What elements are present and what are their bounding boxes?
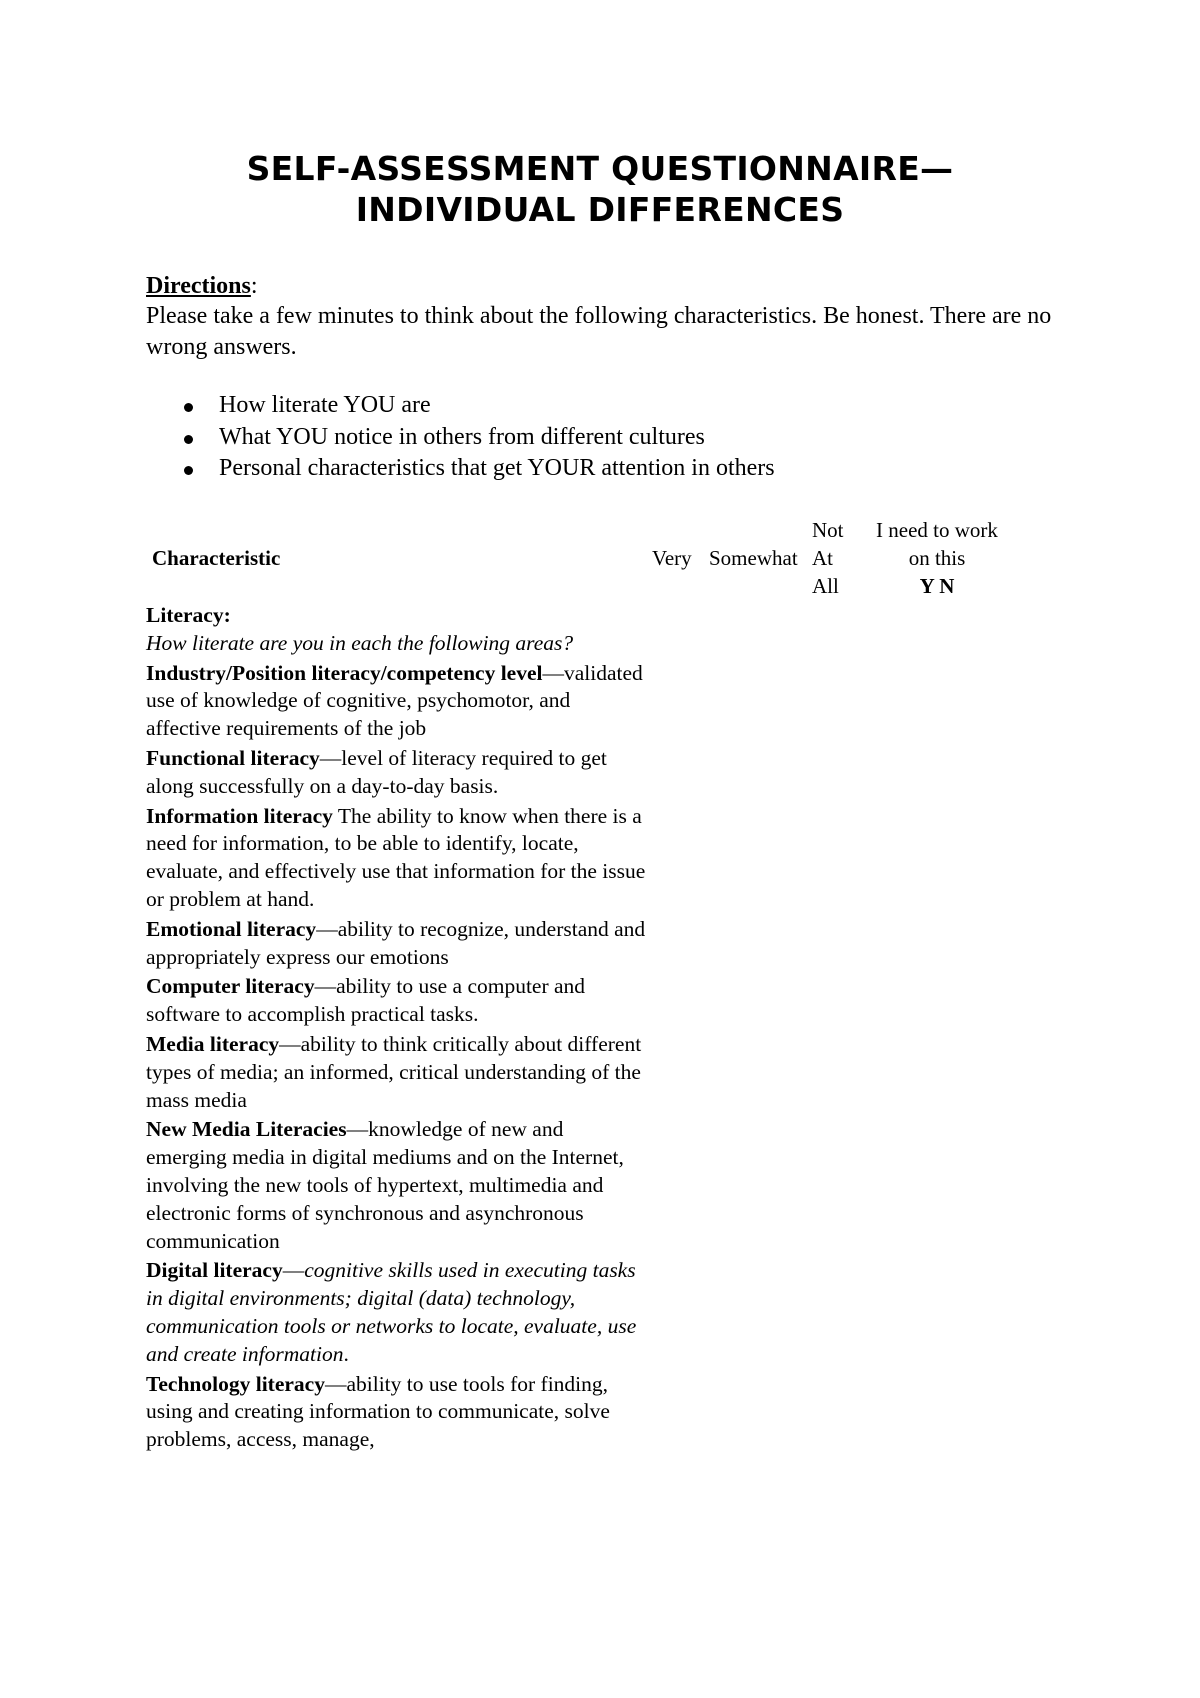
item-description: cognitive skills used in executing tasks in digital environments; digital (data) technology, communication tools or networks to locate, evaluate, use and create information [146,1258,637,1366]
item-description: level of literacy required to get along successfully on a day-to-day basis. [146,745,607,798]
item-term: Media literacy [146,1031,280,1056]
item-dash: — [279,1031,301,1056]
header-work-yes-no: Y N [919,574,955,598]
header-not-line-1: Not [812,518,844,542]
list-item [146,803,646,914]
header-work-line-1: I need to work [876,518,998,542]
title-line-1: SELF-ASSESSMENT QUESTIONNAIRE— [246,149,954,188]
item-dash: — [542,660,564,685]
bullet-dot-icon [184,435,193,444]
list-item [146,1371,646,1454]
item-term: Computer literacy [146,974,315,999]
directions-heading [146,271,258,301]
item-description: validated use of knowledge of cognitive, psychomotor, and affective requirements of the job [146,660,643,741]
list-item [146,1116,646,1255]
item-term: Industry/Position literacy/competency level [146,660,543,685]
item-dash: — [316,916,338,941]
item-description: The ability to know when there is a need for information, to be able to identify, locate, evaluate, and effectively use that information for the issue or problem at hand. [146,803,646,911]
page-title [0,148,1200,230]
bullet-text: What YOU notice in others from different cultures [219,423,705,450]
category-subtitle: How literate are you in each the following areas? [146,630,574,655]
item-term: Digital literacy [146,1258,283,1283]
item-dash: — [346,1117,369,1142]
item-term: Functional literacy [146,745,320,770]
item-description: ability to use tools for finding, using and creating information to communicate, solve problems, access, manage, [146,1371,610,1452]
item-term: New Media Literacies [146,1117,347,1142]
item-dash: — [324,1371,347,1396]
header-not-at-all [812,516,860,600]
header-characteristic: Characteristic [152,546,281,570]
directions-colon: : [250,273,258,299]
item-description: knowledge of new and emerging media in digital mediums and on the Internet, involving the new tools of hypertext, multimedia and electronic forms of synchronous and asynchronous communication [146,1117,624,1253]
item-term: Emotional literacy [146,916,317,941]
list-item [146,916,646,972]
header-very: Very [652,546,692,570]
item-dash: — [319,745,342,770]
item-description: ability to think critically about different types of media; an informed, critical understanding of the mass media [146,1031,642,1112]
list-item [146,1031,646,1114]
bullet-dot-icon [184,466,193,475]
list-item [146,1257,646,1368]
title-line-2: INDIVIDUAL DIFFERENCES [355,190,845,229]
item-term: Information literacy [146,803,333,828]
list-item [146,422,775,454]
list-item [146,660,646,743]
list-item [146,453,775,485]
item-dash: — [314,974,337,999]
item-term: Technology literacy [146,1371,325,1396]
directions-text: Please take a few minutes to think about the following characteristics. Be honest. There are no wrong answers. [146,303,1052,360]
header-somewhat: Somewhat [709,546,798,570]
directions-label: Directions [146,273,251,299]
characteristic-list [146,602,646,1454]
list-item [146,973,646,1029]
item-description: ability to recognize, understand and appropriately express our emotions [146,916,646,969]
header-work-line-2: on this [908,546,966,570]
item-tail: . [343,1341,349,1366]
item-description: ability to use a computer and software to accomplish practical tasks. [146,974,586,1027]
item-dash: — [282,1258,305,1283]
list-item [146,745,646,801]
list-item [146,390,775,422]
header-not-line-2: At [812,546,833,570]
bullet-dot-icon [184,403,193,412]
header-not-line-3: All [812,574,839,598]
category-title: Literacy: [146,603,231,627]
bullet-text: How literate YOU are [219,392,431,418]
header-need-to-work [862,516,1012,600]
directions-bullet-list [146,390,775,485]
bullet-text: Personal characteristics that get YOUR attention in others [219,455,775,481]
